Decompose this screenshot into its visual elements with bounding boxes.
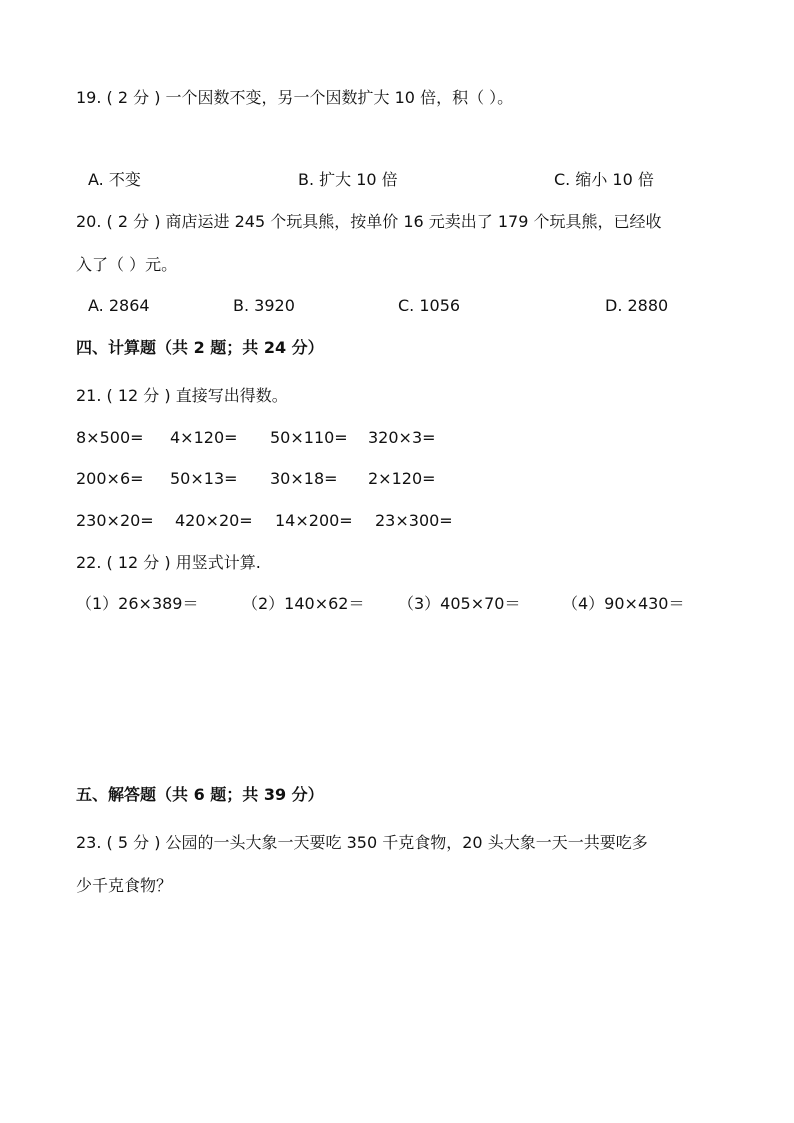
q21-expr: 420×20=	[175, 511, 253, 530]
q21-expr: 14×200=	[275, 511, 353, 530]
question-23-stem-line1: 23. ( 5 分 ) 公园的一头大象一天要吃 350 千克食物，20 头大象一天一共要吃多	[76, 833, 648, 852]
q21-expr: 50×110=	[270, 428, 348, 447]
q20-option-a: A. 2864	[88, 296, 150, 315]
question-23-stem-line2: 少千克食物？	[76, 876, 173, 895]
q19-option-a: A. 不变	[88, 170, 141, 189]
q21-expr: 8×500=	[76, 428, 144, 447]
q22-item-4: （4）90×430＝	[562, 594, 685, 613]
q21-expr: 200×6=	[76, 469, 144, 488]
q21-expr: 50×13=	[170, 469, 238, 488]
q20-option-d: D. 2880	[605, 296, 669, 315]
q21-expr: 230×20=	[76, 511, 154, 530]
question-19-stem: 19. ( 2 分 ) 一个因数不变，另一个因数扩大 10 倍，积（ ）。	[76, 88, 514, 107]
q22-item-1: （1）26×389＝	[76, 594, 199, 613]
q22-item-3: （3）405×70＝	[398, 594, 521, 613]
q19-option-b: B. 扩大 10 倍	[298, 170, 398, 189]
q19-option-c: C. 缩小 10 倍	[554, 170, 654, 189]
q21-expr: 23×300=	[375, 511, 453, 530]
q21-expr: 320×3=	[368, 428, 436, 447]
q20-option-c: C. 1056	[398, 296, 461, 315]
q22-item-2: （2）140×62＝	[242, 594, 365, 613]
q21-expr: 30×18=	[270, 469, 338, 488]
q21-expr: 4×120=	[170, 428, 238, 447]
section-4-heading: 四、计算题（共 2 题；共 24 分）	[76, 338, 324, 357]
question-20-stem-line1: 20. ( 2 分 ) 商店运进 245 个玩具熊，按单价 16 元卖出了 179 个玩具熊，已经收	[76, 212, 662, 231]
section-5-heading: 五、解答题（共 6 题；共 39 分）	[76, 785, 324, 804]
q21-expr: 2×120=	[368, 469, 436, 488]
question-20-stem-line2: 入了（ ）元。	[76, 255, 178, 274]
question-22-stem: 22. ( 12 分 ) 用竖式计算.	[76, 553, 261, 572]
question-21-stem: 21. ( 12 分 ) 直接写出得数。	[76, 386, 288, 405]
q20-option-b: B. 3920	[233, 296, 295, 315]
